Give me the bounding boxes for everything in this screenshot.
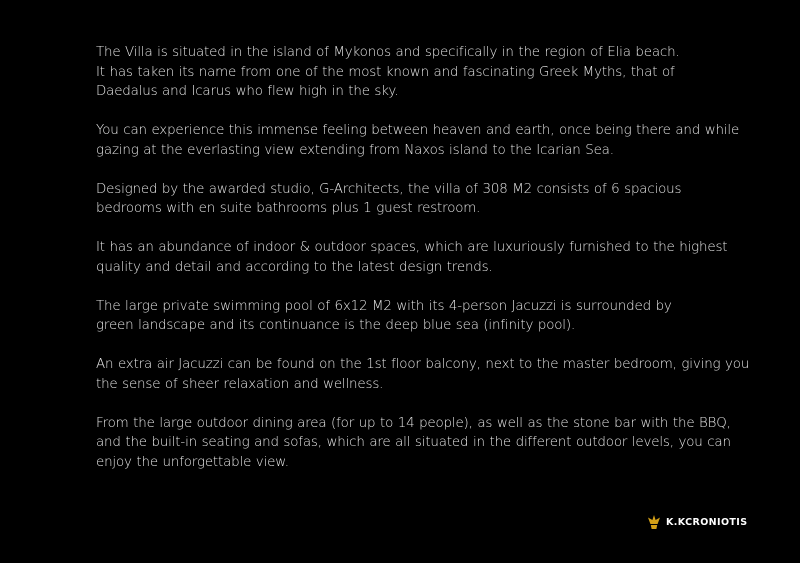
text-line: It has an abundance of indoor & outdoor spaces, which are luxuriously furnished to the highest — [96, 240, 728, 255]
text-line: From the large outdoor dining area (for up to 14 people), as well as the stone bar with the BBQ, — [96, 415, 731, 431]
brand-logo — [648, 514, 748, 530]
text-line: enjoy the unforgettable view. — [96, 454, 289, 470]
text-line: It has taken its name from one of the most known and fascinating Greek Myths, that of — [96, 64, 675, 80]
text-line: gazing at the everlasting view extending from Naxos island to the Icarian Sea. — [96, 142, 614, 158]
paragraph-spaces — [96, 238, 766, 277]
paragraph-design — [96, 180, 766, 219]
text-line: An extra air Jacuzzi can be found on the 1st floor balcony, next to the master bedroom, giving you — [96, 357, 750, 372]
paragraph-location — [96, 43, 766, 102]
text-line: bedrooms with en suite bathrooms plus 1 guest restroom. — [96, 201, 481, 216]
paragraph-dining — [96, 414, 766, 473]
text-line: You can experience this immense feeling between heaven and earth, once being there and while — [96, 123, 740, 138]
text-line: Designed by the awarded studio, G-Architects, the villa of 308 M2 consists of 6 spacious — [96, 181, 682, 197]
text-line: quality and detail and according to the latest design trends. — [96, 259, 493, 275]
text-line: The Villa is situated in the island of Mykonos and specifically in the region of Elia beach. — [96, 45, 680, 60]
text-line: green landscape and its continuance is the deep blue sea (infinity pool). — [96, 318, 576, 333]
text-line: and the built-in seating and sofas, which are all situated in the different outdoor levels, you can — [96, 435, 731, 450]
text-line: The large private swimming pool of 6x12 M2 with its 4-person Jacuzzi is surrounded by — [96, 298, 672, 314]
paragraph-pool — [96, 297, 766, 336]
paragraph-feeling — [96, 121, 766, 160]
villa-description — [96, 43, 766, 492]
brand-name: K.KCRONIOTIS — [666, 516, 748, 528]
paragraph-jacuzzi — [96, 355, 766, 394]
crown-emblem-icon — [648, 515, 660, 529]
text-line: the sense of sheer relaxation and wellness. — [96, 376, 384, 392]
text-line: Daedalus and Icarus who flew high in the sky. — [96, 84, 399, 99]
